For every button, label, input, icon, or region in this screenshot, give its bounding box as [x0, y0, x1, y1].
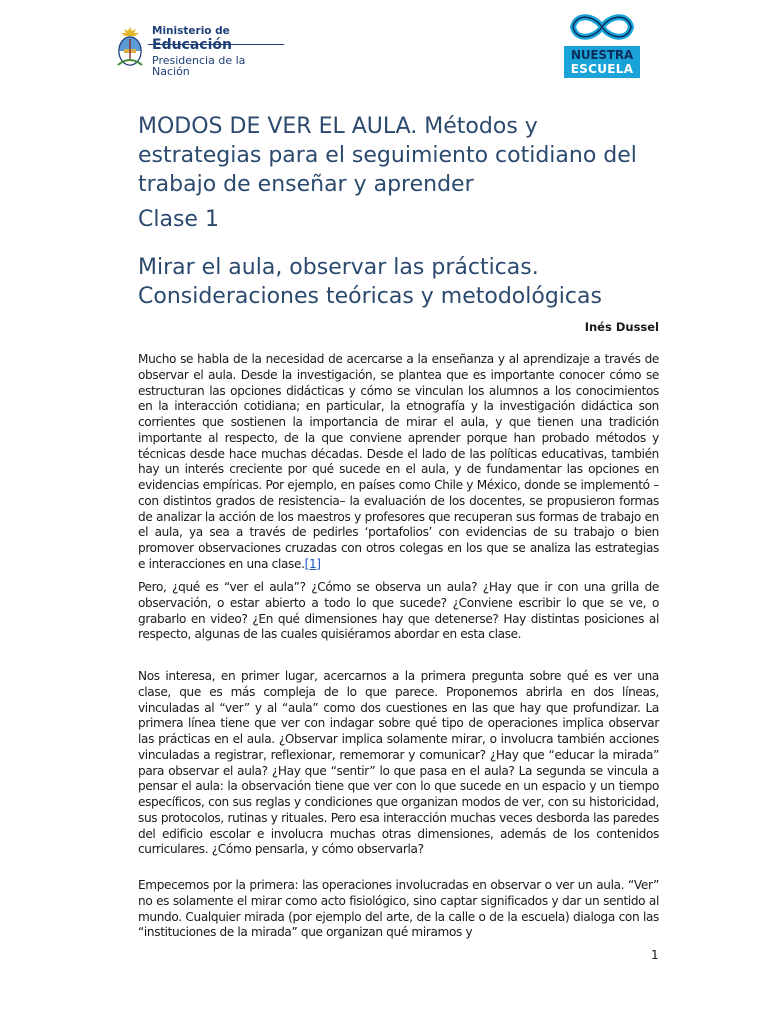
nuestra-escuela-symbol [564, 10, 640, 44]
document-subtitle: Mirar el aula, observar las prácticas. Consideraciones teóricas y metodológicas [138, 255, 602, 309]
ministry-line-1: Ministerio de [152, 25, 230, 37]
author-name: Inés Dussel [584, 320, 659, 334]
infinity-icon [564, 10, 640, 44]
argentina-coat-of-arms-icon [116, 25, 144, 67]
paragraph-1 [138, 352, 659, 573]
nuestra-escuela-logo [564, 10, 642, 78]
ministry-text [152, 26, 286, 77]
paragraph-1-text: Mucho se habla de la necesidad de acercarse a la enseñanza y al aprendizaje a través de observar el aula. Desde la investigación, se plantea que es importante conocer cómo se estructuran las opciones didácticas y cómo se vinculan los alumnos a los conocimientos en la interacción cotidiana; en particular, la etnografía y la investigación didáctica son corrientes que sostienen la importancia de mirar el aula, y que tienen una tradición importante al respecto, de la que conviene aprender porque han probado métodos y técnicas desde hace muchas décadas. Desde el lado de las políticas educativas, también hay un interés creciente por qué sucede en el aula, y de fundamentar las opciones en evidencias empíricas. Por ejemplo, en países como Chile y México, donde se implementó –con distintos grados de resistencia– la evaluación de los docentes, se propusieron formas de analizar la acción de los maestros y profesores que recuperan sus formas de trabajo en el aula, ya sea a través de pedirles ‘portafolios’ con evidencias de su trabajo o bien promover observaciones cruzadas con otros colegas en los que se analiza las estrategias e interacciones en una clase. [138, 352, 659, 571]
footnote-link[interactable]: [1] [304, 556, 321, 571]
ministerio-educacion-logo [116, 22, 286, 78]
class-label: Clase 1 [138, 207, 219, 232]
paragraph-3: Nos interesa, en primer lugar, acercarnos a la primera pregunta sobre qué es ver una clase, que es más compleja de lo que parece. Proponemos abrirla en dos líneas, vinculadas al “ver” y al “aula” como dos cuestiones en las que hay que profundizar. La primera línea tiene que ver con indagar sobre qué tipo de operaciones implica observar las prácticas en el aula. ¿Observar implica solamente mirar, o involucra también acciones vinculadas a registrar, reflexionar, rememorar y comunicar? ¿Hay que “educar la mirada” para observar el aula? ¿Hay que “sentir” lo que pasa en el aula? La segunda se vincula a pensar el aula: la observación tiene que ver con lo que sucede en un espacio y un tiempo específicos, con sus reglas y condiciones que organizan modos de ver, con su historicidad, sus protocolos, rutinas y rituales. Pero esa interacción muchas veces desborda las paredes del edificio escolar e involucra muchas otras dimensiones, además de los contenidos curriculares. ¿Cómo pensarla, y cómo observarla? [138, 669, 659, 857]
ministry-line-3: Presidencia de la Nación [152, 53, 246, 78]
paragraph-4: Empecemos por la primera: las operaciones involucradas en observar o ver un aula. “Ver” no es solamente el mirar como acto fisiológico, sino captar significados y dar un sentido al mundo. Cualquier mirada (por ejemplo del arte, de la calle o de la escuela) dialoga con las “instituciones de la mirada” que organizan qué miramos y [138, 878, 659, 940]
nuestra-escuela-line-2: ESCUELA [570, 62, 634, 76]
document-title: MODOS DE VER EL AULA. Métodos y estrategias para el seguimiento cotidiano del trabajo de enseñar y aprender [138, 114, 637, 197]
ministry-line-2: Educación [152, 36, 232, 53]
paragraph-2: Pero, ¿qué es “ver el aula”? ¿Cómo se observa un aula? ¿Hay que ir con una grilla de observación, o estar abierto a todo lo que sucede? ¿Conviene escribir lo que se ve, o grabarlo en video? ¿En qué dimensiones hay que detenerse? Hay distintas posiciones al respecto, algunas de las cuales quisiéramos abordar en esta clase. [138, 580, 659, 642]
page-number: 1 [651, 948, 659, 962]
ministry-divider [148, 44, 284, 45]
nuestra-escuela-line-1: NUESTRA [571, 48, 633, 62]
